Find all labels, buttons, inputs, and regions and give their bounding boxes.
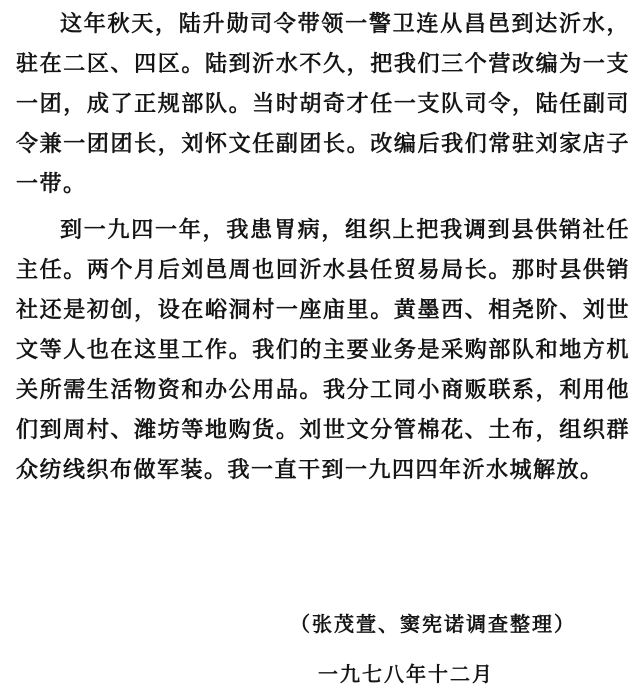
paragraph-2: 到一九四一年，我患胃病，组织上把我调到县供销社任主任。两个月后刘邑周也回沂水县任贸易局长。那时县供销社还是初创，设在峪洞村一座庙里。黄墨西、相尧阶、刘世文等人也在这里工作。我们的主要业务是采购部队和地方机关所需生活物资和办公用品。我分工同小商贩联系，利用他们到周村、潍坊等地购货。刘世文分管棉花、土布，组织群众纺线织布做军装。我一直干到一九四四年沂水城解放。 (16, 217, 630, 483)
paragraph-1: 这年秋天，陆升勋司令带领一警卫连从昌邑到达沂水，驻在二区、四区。陆到沂水不久，把我们三个营改编为一支一团，成了正规部队。当时胡奇才任一支队司令，陆任副司令兼一团团长，刘怀文任副团长。改编后我们常驻刘家店子一带。 (16, 11, 630, 197)
compiler-credit: （张茂萱、窦宪诺调查整理） (290, 612, 576, 636)
document-date: 一九七八年十二月 (318, 662, 494, 686)
